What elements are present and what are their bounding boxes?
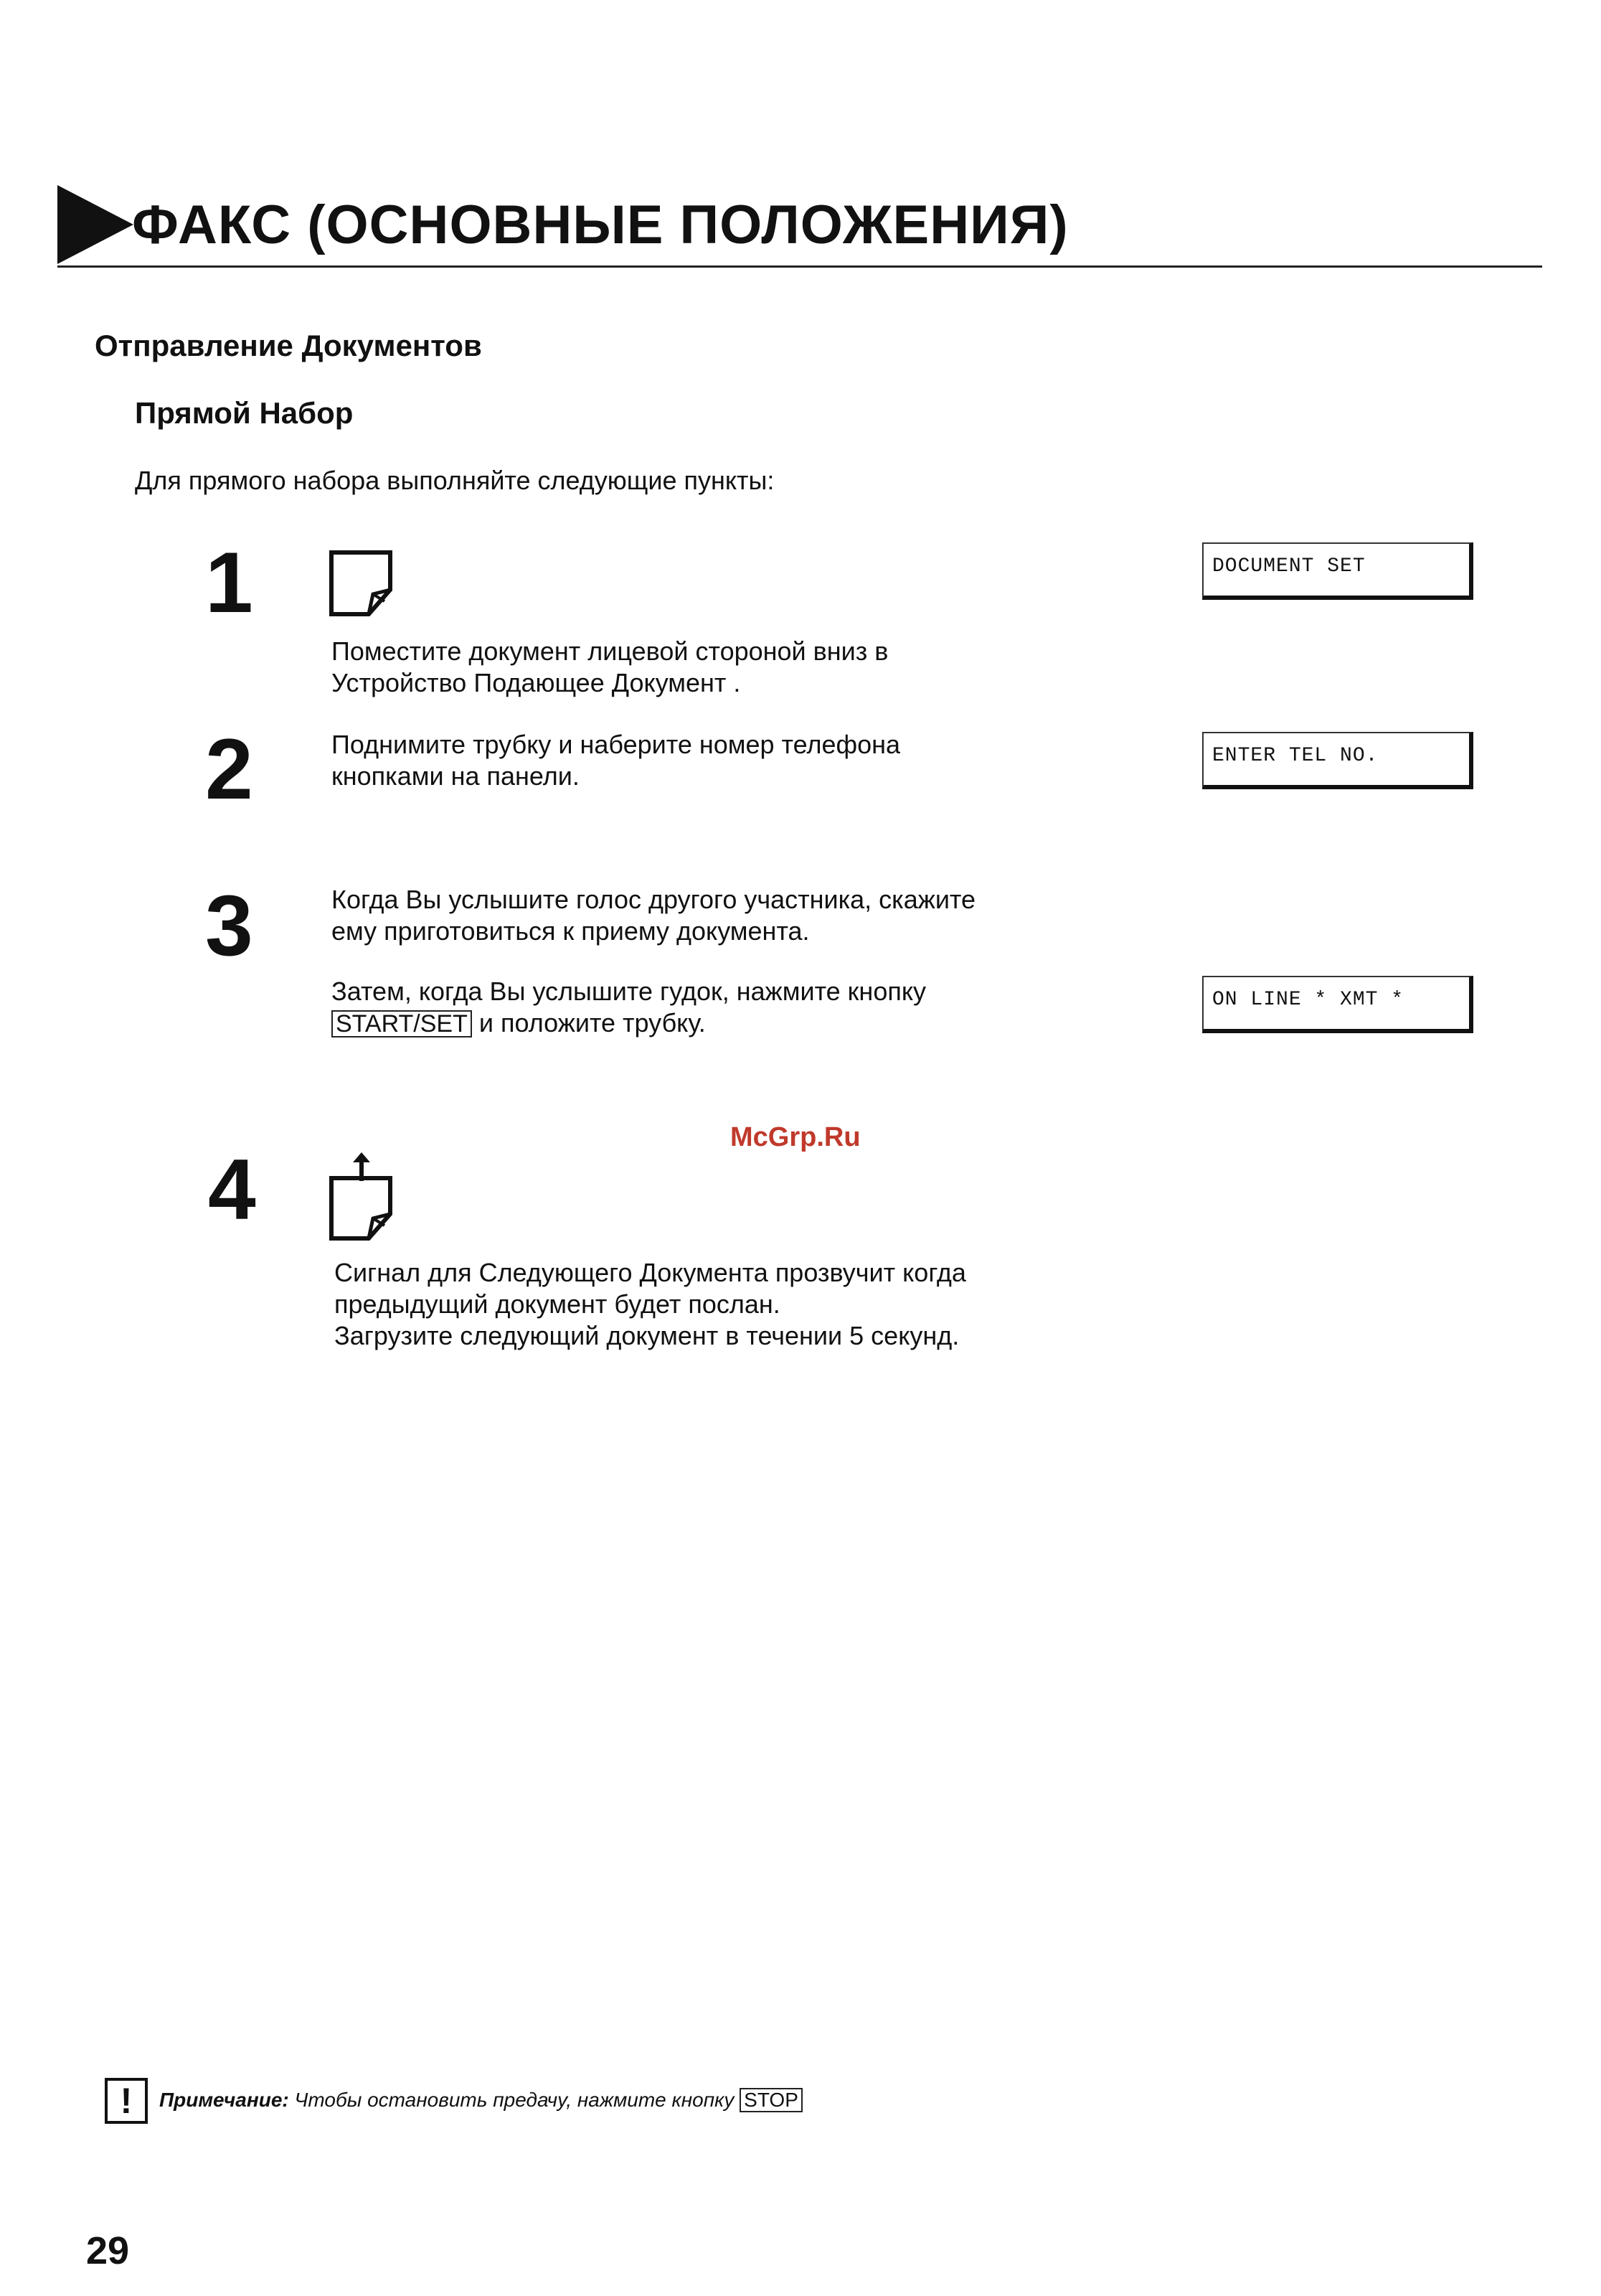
page-number: 29: [86, 2229, 130, 2272]
step-1-text: Поместите документ лицевой стороной вниз в Устройство Подающее Документ .: [331, 636, 889, 697]
title-divider: [57, 265, 1542, 268]
note-icon: !: [105, 2078, 148, 2124]
step-number: 1: [205, 535, 253, 631]
step-3-text: Когда Вы услышите голос другого участника, скажите ему приготовиться к приему документа.: [331, 885, 976, 946]
step-2-text: Поднимите трубку и наберите номер телефона кнопками на панели.: [331, 730, 901, 791]
note-text: Примечание: Чтобы остановить предачу, нажмите кнопку STOP: [159, 2088, 803, 2112]
start-set-key: START/SET: [331, 1010, 472, 1038]
page-title: ФАКС (ОСНОВНЫЕ ПОЛОЖЕНИЯ): [132, 194, 1069, 255]
step-3-instruction: Затем, когда Вы услышите гудок, нажмите кнопку START/SET и положите трубку.: [331, 977, 926, 1038]
intro-text: Для прямого набора выполняйте следующие пункты:: [135, 466, 775, 495]
next-document-icon: [329, 1152, 400, 1243]
page-header: [57, 182, 1542, 268]
triangle-arrow-icon: [57, 185, 133, 264]
stop-key: STOP: [740, 2088, 803, 2112]
step-number: 2: [205, 721, 253, 817]
section-title: Отправление Документов: [95, 329, 482, 362]
watermark: McGrp.Ru: [730, 1122, 861, 1152]
step-number: 4: [208, 1142, 256, 1238]
document-set-icon: [329, 550, 395, 618]
lcd-display-document-set: DOCUMENT SET: [1202, 542, 1473, 600]
step-4-text: Сигнал для Следующего Документа прозвучит когда предыдущий документ будет послан. Загрузите следующий документ в течении 5 секунд.: [334, 1258, 966, 1350]
note-label: Примечание:: [159, 2089, 289, 2111]
lcd-display-on-line-xmt: ON LINE * XMT *: [1202, 976, 1473, 1033]
subsection-title: Прямой Набор: [135, 396, 354, 430]
step-number: 3: [205, 878, 253, 974]
lcd-display-enter-tel-no: ENTER TEL NO.: [1202, 732, 1473, 789]
